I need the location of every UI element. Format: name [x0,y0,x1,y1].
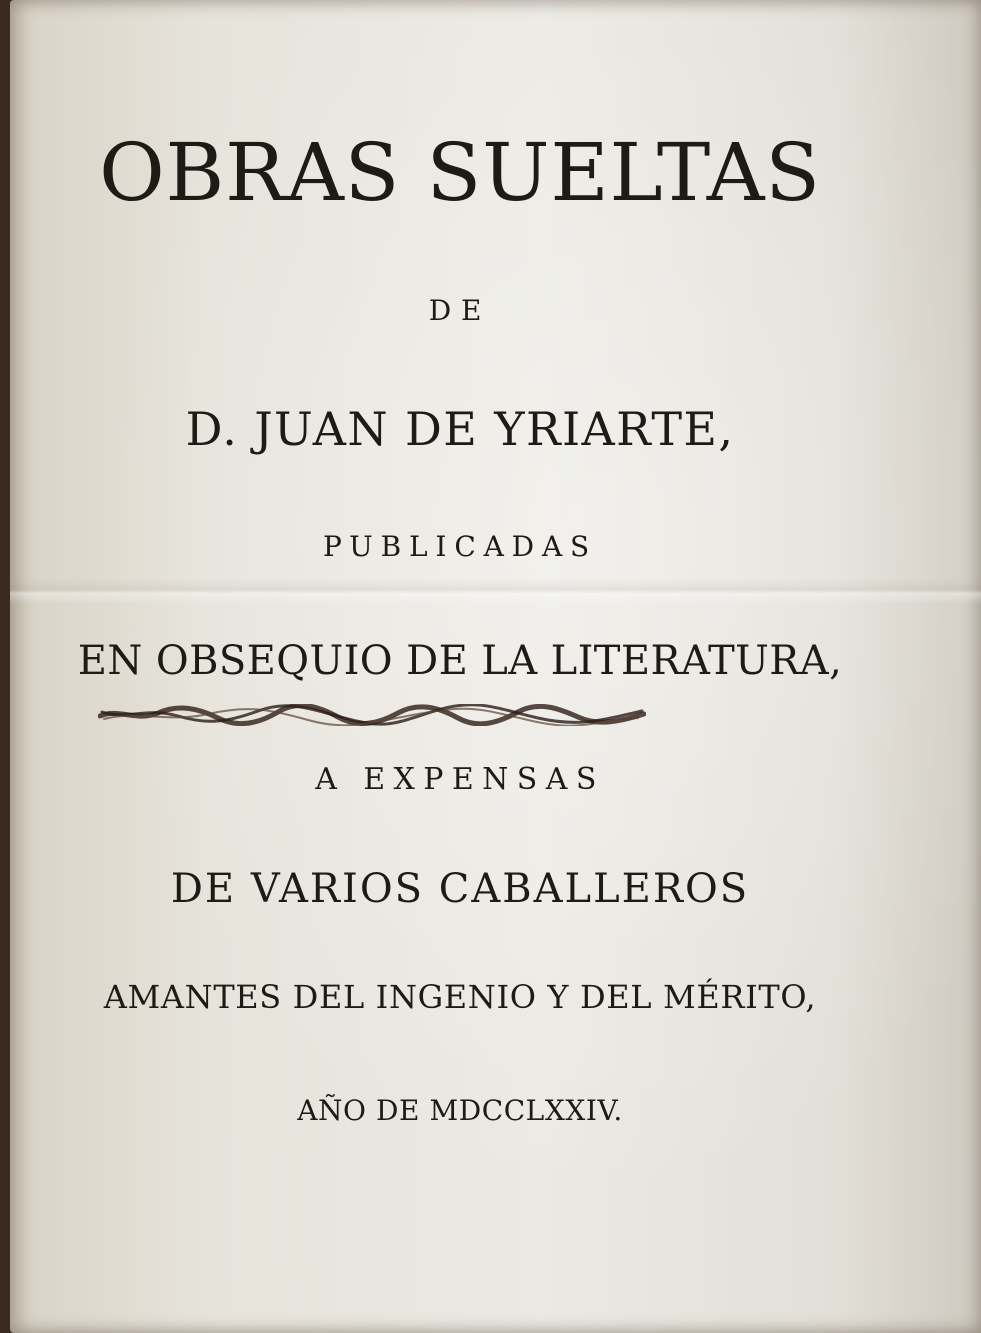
patrons-line: DE VARIOS CABALLEROS [170,866,750,912]
year-line: AÑO DE MDCCLXXIV. [297,1094,623,1127]
preposition-line: DE [428,294,492,327]
book-title: OBRAS SUELTAS [99,126,821,219]
struck-out-handwriting [98,704,646,726]
purpose-line: EN OBSEQUIO DE LA LITERATURA, [77,638,843,684]
paper-fold [10,578,981,604]
published-line: PUBLICADAS [322,530,598,563]
expense-line: A EXPENSAS [315,762,605,797]
patrons-description-line: AMANTES DEL INGENIO Y DEL MÉRITO, [103,978,817,1016]
title-page [10,0,981,1333]
author-line: D. JUAN DE YRIARTE, [185,402,735,456]
